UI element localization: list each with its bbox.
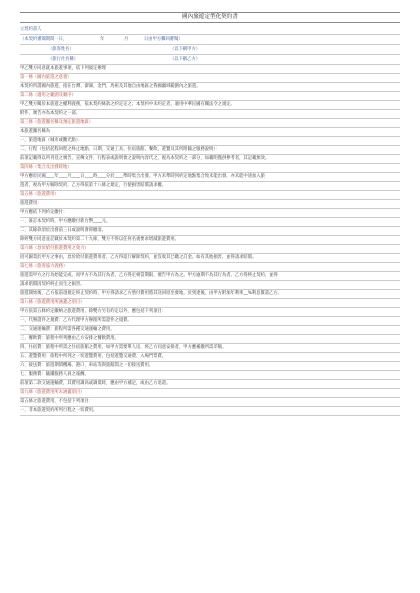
article-heading: 第五條（旅遊費用） (20, 191, 400, 200)
review-date-month: 月 (124, 37, 129, 42)
agency-abbr: （以下稱乙方） (170, 57, 201, 62)
contract-line: 一、旅遊地區（城市或觀光點）： (20, 137, 400, 146)
traveler-row (20, 45, 400, 55)
agency-row (20, 55, 400, 65)
article-heading: 第六條（怠於給付旅遊費用之效力） (20, 245, 400, 254)
contract-line: 除經雙方同意並記載於本契約第二十九條，雙方不得以任何名義要求增減旅遊費用。 (20, 236, 400, 245)
traveler-abbr: （以下稱甲方） (170, 47, 201, 52)
agency-name: （旅行社名稱） (48, 57, 79, 62)
contract-line: 第五條之旅遊費用，不包括下列項目： (20, 398, 400, 407)
review-date-suffix: 日由甲方攜回審閱） (144, 37, 183, 42)
contract-body (20, 65, 400, 416)
contract-line: 甲方應依下列約定繳付： (20, 209, 400, 218)
contract-line: 二、交通運輸費：旅程所需各種交通運輸之費用。 (20, 326, 400, 335)
contract-line: 一、簽訂本契約時，甲方應繳付新台幣____元。 (20, 218, 400, 227)
contract-line: 旅遊開始後，乙方依前項規定終止契約時，甲方得請求乙方墊付費用將其送回原出發地。於到達後，由甲方附加年利率__%利息償還乙方。 (20, 290, 400, 299)
contract-line: 甲乙雙方同意就本旅遊事項，依下列規定辦理 (20, 65, 400, 74)
signatory-label: 立契約書人 (20, 27, 42, 32)
contract-line: 旅遊需甲方之行為始能完成，而甲方不為其行為者，乙方得定相當期限，催告甲方為之。甲方逾期不為其行為者，乙方得終止契約，並得 (20, 272, 400, 281)
review-date-year: 年 (100, 37, 105, 42)
contract-line: 本契約所謂國內旅遊，指在台灣、澎湖、金門、馬祖及其他自由地區之我國疆域範圍內之旅遊。 (20, 83, 400, 92)
contract-line: 七、服務費：隨團服務人員之報酬。 (20, 371, 400, 380)
contract-line: 三、餐飲費：旅程中所列應由乙方安排之餐飲費用。 (20, 335, 400, 344)
contract-line: 前項第二款交通運輸費，其費用調高或調低時，應由甲方補足，或由乙方退還。 (20, 380, 400, 389)
contract-line: 五、遊覽費用：旅程中所列之一切遊覽費用，包括遊覽交通費、入場門票費。 (20, 353, 400, 362)
review-date-row (20, 35, 400, 45)
contract-line: 一、代辦證件之規費：乙方代理甲方辦理所需證件之規費。 (20, 317, 400, 326)
article-heading: 第二條（適用之範圍及順序） (20, 92, 400, 101)
contract-document (20, 12, 400, 416)
contract-line: 前項記載得以所刊登之廣告、宣傳文件、行程表或說明會之說明內容代之，視為本契約之一部分，如載明僅供參考者，其記載無效。 (20, 155, 400, 164)
article-heading: 第九條（旅遊費用所未涵蓋項目） (20, 389, 400, 398)
contract-line: 旅遊費用： (20, 200, 400, 209)
contract-line: 因可歸責於甲方之事由，怠於給付旅遊費用者，乙方得逕行解除契約，並沒收其已繳之訂金。如有其他損害，並得請求賠償。 (20, 254, 400, 263)
review-date-prefix: （本契約審閱期間一日， (20, 37, 68, 42)
contract-line: 甲方應於民國____年____月____日____時____分於____準時集合出發。甲方未準時到約定地點集合致未能出發，亦未能中途加入旅 (20, 173, 400, 182)
contract-line: 二、行程（包括起程回程之終止地點、日期、交通工具、住宿旅館、餐飲、遊覽及其所附隨之服務說明）： (20, 146, 400, 155)
article-heading: 第三條（旅遊團名稱及預定旅遊地區） (20, 119, 400, 128)
contract-line: 甲方依第五條約定繳納之旅遊費用，除雙方另有約定以外，應包括下列項目： (20, 308, 400, 317)
document-title: 國內旅遊定型化契約書 (20, 12, 400, 23)
contract-line: 附件、廣告亦為本契約之一部。 (20, 110, 400, 119)
article-heading: 第八條（旅遊費用所涵蓋之項目） (20, 299, 400, 308)
signatory-row (20, 25, 400, 35)
article-heading: 第一條（國內旅遊之意義） (20, 74, 400, 83)
contract-line: 二、其餘款項於出發前三日或說明會時繳清。 (20, 227, 400, 236)
contract-line: 六、接送費：旅遊期間機場、港口、車站等與旅館間之一切接送費用。 (20, 362, 400, 371)
contract-line: 遊者，視為甲方解除契約，乙方得依第十八條之規定，行使損害賠償請求權。 (20, 182, 400, 191)
contract-line: 本旅遊團名稱為 (20, 128, 400, 137)
contract-line: 四、住宿費：旅程中所需之住宿旅館之費用，如甲方需要單人房，經乙方同意安排者，甲方應補繳所需差額。 (20, 344, 400, 353)
contract-line: 一、非本旅遊契約所列行程之一切費用。 (20, 407, 400, 416)
article-heading: 第七條（旅客協力義務） (20, 263, 400, 272)
contract-line: 請求賠償因契約終止而生之損害。 (20, 281, 400, 290)
article-heading: 第四條（集合及出發時地） (20, 164, 400, 173)
contract-line: 甲乙雙方關於本旅遊之權利義務，依本契約條款之約定定之；本契約中未約定者，適用中華民國有關法令之規定。 (20, 101, 400, 110)
traveler-name: （旅客姓名） (48, 47, 74, 52)
